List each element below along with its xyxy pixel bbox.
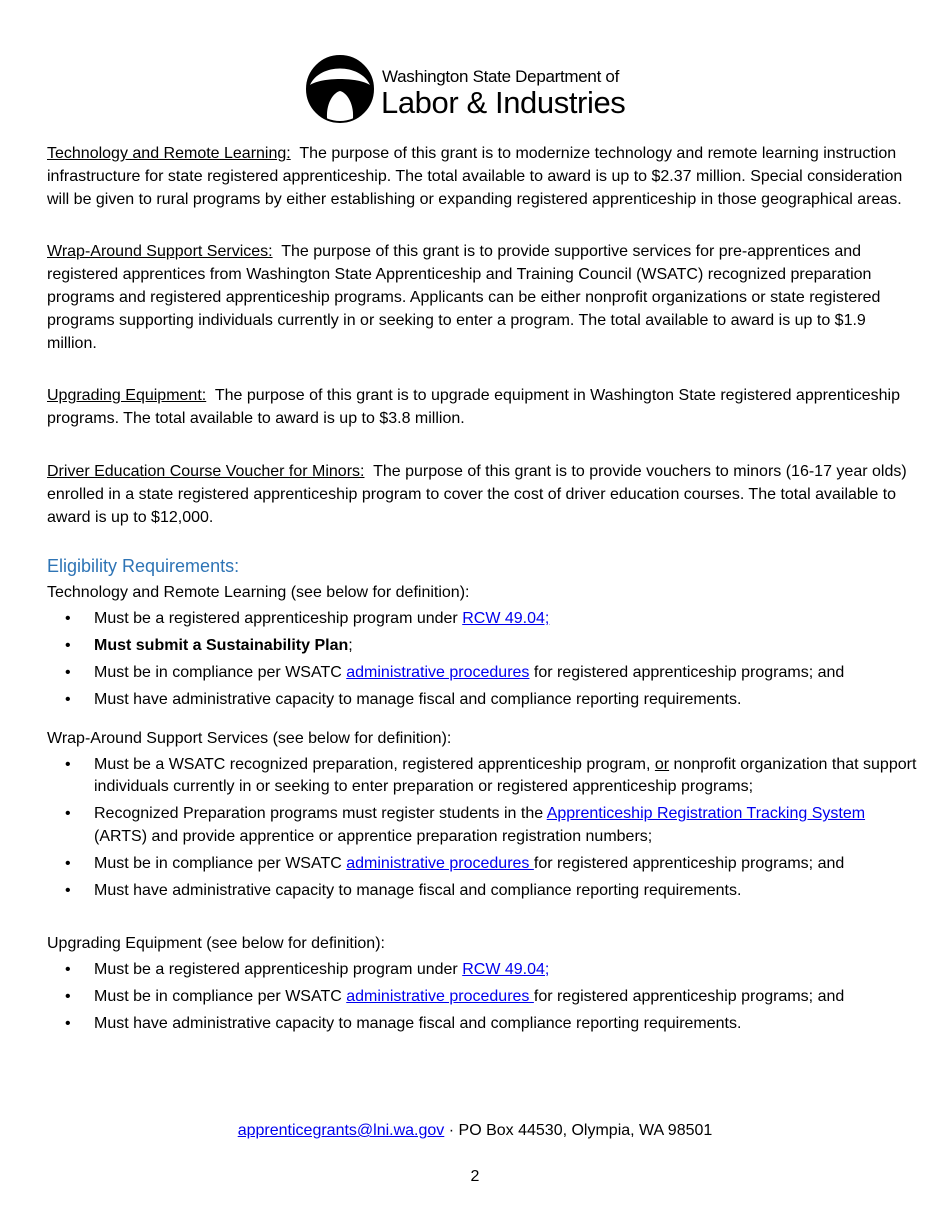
grant-equipment bbox=[47, 385, 917, 431]
grant-driver-title: Driver Education Course Voucher for Minors: bbox=[47, 462, 365, 480]
grant-wrap-text: The purpose of this grant is to provide supportive services for pre-apprentices and registered apprentices from Washington State Apprenticeship and Training Council (WSATC) recognized preparation programs and registered apprenticeship programs. Applicants can be either nonprofit organizations or state registered programs supporting individuals currently in or seeking to enter a program. The total available to award is up to $1.9 million. bbox=[47, 243, 881, 352]
list-item bbox=[47, 959, 917, 982]
list-item-text: (ARTS) and provide apprentice or apprentice preparation registration numbers; bbox=[94, 828, 653, 846]
main-content bbox=[47, 143, 917, 1040]
page-number: 2 bbox=[470, 1168, 480, 1185]
list-item-text: Must have administrative capacity to manage fiscal and compliance reporting requirements. bbox=[94, 1014, 742, 1032]
list-item bbox=[47, 608, 917, 631]
lni-emblem-icon bbox=[306, 55, 378, 127]
list-item bbox=[47, 1013, 917, 1036]
admin-procedures-link[interactable]: administrative procedures bbox=[346, 855, 534, 873]
list-item bbox=[47, 662, 917, 685]
list-item-text: Must have administrative capacity to manage fiscal and compliance reporting requirements. bbox=[94, 690, 742, 708]
list-item bbox=[47, 754, 917, 800]
eligibility-tech-label: Technology and Remote Learning (see below for definition): bbox=[47, 584, 470, 602]
list-item bbox=[47, 635, 917, 658]
list-item bbox=[47, 689, 917, 712]
logo-line2: Labor & Industries bbox=[381, 85, 626, 120]
list-item bbox=[47, 853, 917, 876]
grant-equipment-text: The purpose of this grant is to upgrade equipment in Washington State registered apprenticeship programs. The total available to award is up to $3.8 million. bbox=[47, 387, 900, 428]
eligibility-wrap-label: Wrap-Around Support Services (see below for definition): bbox=[47, 729, 452, 747]
grant-driver-text: The purpose of this grant is to provide vouchers to minors (16-17 year olds) enrolled in a state registered apprenticeship program to cover the cost of driver education courses. The total available to award is up to $12,000. bbox=[47, 462, 907, 526]
grant-equipment-title: Upgrading Equipment: bbox=[47, 387, 207, 405]
list-item bbox=[47, 986, 917, 1009]
list-item-text: Must be in compliance per WSATC bbox=[94, 855, 347, 873]
grant-tech bbox=[47, 143, 917, 211]
list-item-text: Must be a WSATC recognized preparation, registered apprenticeship program, bbox=[94, 755, 655, 773]
eligibility-equipment-list bbox=[47, 959, 917, 1036]
grant-wrap bbox=[47, 241, 917, 355]
list-item-text: Must be in compliance per WSATC bbox=[94, 663, 347, 681]
list-item-text: Must be a registered apprenticeship program under bbox=[94, 609, 463, 627]
grant-tech-title: Technology and Remote Learning: bbox=[47, 145, 291, 162]
logo-line1: Washington State Department of bbox=[382, 67, 620, 86]
list-item bbox=[47, 880, 917, 903]
eligibility-wrap-list bbox=[47, 754, 917, 903]
list-item-emphasis: or bbox=[654, 755, 670, 773]
grant-driver bbox=[47, 461, 917, 529]
eligibility-equipment-label: Upgrading Equipment (see below for definition): bbox=[47, 934, 385, 952]
rcw-link[interactable]: RCW 49.04; bbox=[462, 609, 550, 627]
eligibility-tech-list bbox=[47, 608, 917, 712]
grant-tech-text: The purpose of this grant is to modernize technology and remote learning instruction infrastructure for state registered apprenticeship. The total available to award is up to $2.37 million. Special consideration will be given to rural programs by either establishing or expanding registered apprenticeship in those geographical areas. bbox=[47, 145, 903, 208]
lni-logo bbox=[306, 55, 626, 127]
rcw-link[interactable]: RCW 49.04; bbox=[462, 960, 550, 978]
list-item-text: Must be in compliance per WSATC bbox=[94, 987, 347, 1005]
list-item-text: nonprofit organization that support individuals currently in or seeking to enter preparation or registered apprenticeship programs; bbox=[94, 755, 917, 796]
grant-wrap-title: Wrap-Around Support Services: bbox=[47, 243, 273, 261]
arts-link[interactable]: Apprenticeship Registration Tracking System bbox=[546, 805, 866, 823]
admin-procedures-link[interactable]: administrative procedures bbox=[346, 987, 534, 1005]
list-item-text: for registered apprenticeship programs; and bbox=[533, 987, 845, 1005]
list-item-text: for registered apprenticeship programs; and bbox=[533, 855, 845, 873]
admin-procedures-link[interactable]: administrative procedures bbox=[346, 663, 530, 681]
list-item-text: Must be a registered apprenticeship program under bbox=[94, 960, 463, 978]
list-item-text: for registered apprenticeship programs; and bbox=[529, 663, 845, 681]
list-item-text: Must have administrative capacity to manage fiscal and compliance reporting requirements. bbox=[94, 882, 742, 900]
list-item bbox=[47, 803, 917, 849]
contact-email-link[interactable]: apprenticegrants@lni.wa.gov bbox=[237, 1122, 445, 1139]
footer bbox=[0, 1122, 950, 1140]
list-item-bold: Must submit a Sustainability Plan bbox=[94, 636, 349, 654]
list-item-text: Recognized Preparation programs must register students in the bbox=[94, 805, 547, 823]
eligibility-heading: Eligibility Requirements: bbox=[47, 556, 240, 577]
footer-address: · PO Box 44530, Olympia, WA 98501 bbox=[444, 1122, 713, 1139]
list-item-text: ; bbox=[348, 636, 353, 654]
